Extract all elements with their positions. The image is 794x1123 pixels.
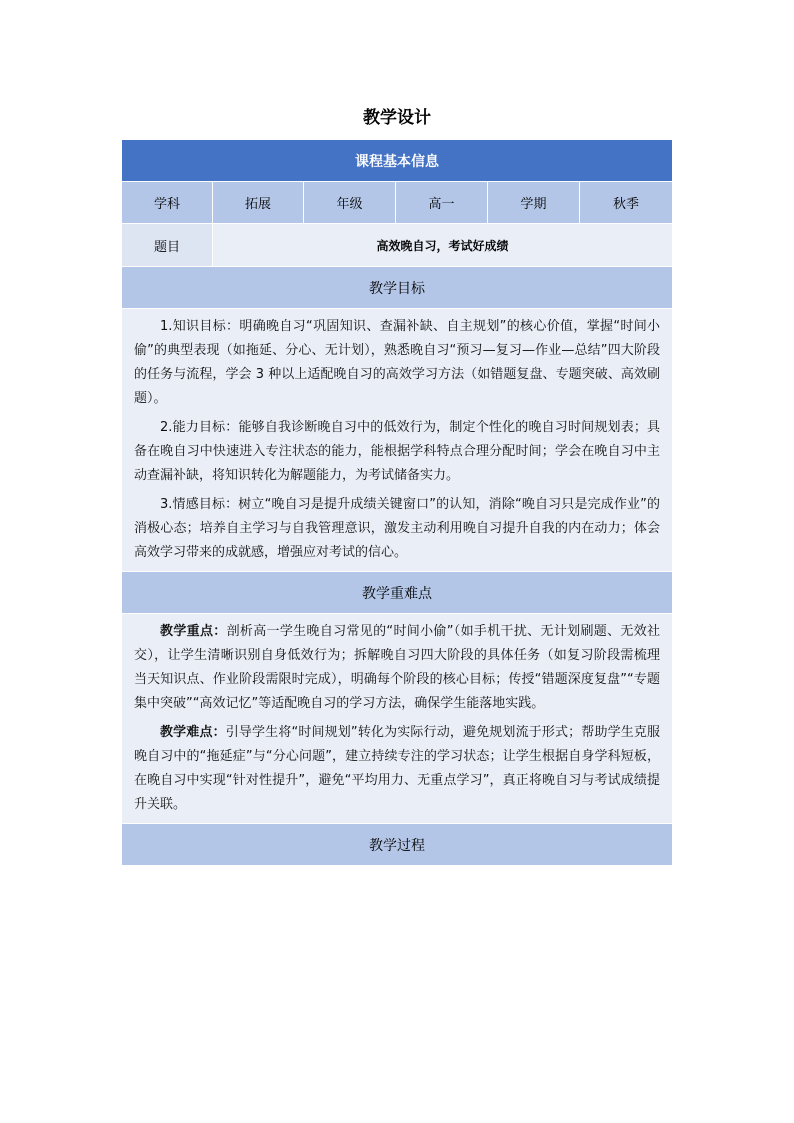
subject-value: 拓展 [213,182,304,224]
focus-label: 教学重点： [160,624,227,639]
topic-value: 高效晚自习，考试好成绩 [213,224,673,267]
objectives-title: 教学目标 [122,267,673,309]
difficulty-label: 教学难点： [160,725,226,740]
objectives-content [122,309,673,572]
document-title: 教学设计 [363,108,431,128]
term-value: 秋季 [580,182,673,224]
objective-ability: 2.能力目标：能够自我诊断晚自习中的低效行为，制定个性化的晚自习时间规划表；具备在晚自习中快速进入专注状态的能力，能根据学科特点合理分配时间；学会在晚自习中主动查漏补缺，将知识转化为解题能力，为考试储备实力。 [134,420,661,483]
term-label: 学期 [488,182,580,224]
objective-emotion: 3.情感目标：树立“晚自习是提升成绩关键窗口”的认知，消除“晚自习只是完成作业”的消极心态；培养自主学习与自我管理意识，激发主动利用晚自习提升自我的内在动力；体会高效学习带来的成就感，增强应对考试的信心。 [134,497,661,560]
course-info-header: 课程基本信息 [122,140,673,182]
process-title: 教学过程 [122,824,673,866]
key-points-content [122,614,673,824]
subject-label: 学科 [122,182,213,224]
grade-label: 年级 [304,182,396,224]
grade-value: 高一 [396,182,488,224]
course-info-row [122,182,673,224]
difficulty-text: 引导学生将“时间规划”转化为实际行动，避免规划流于形式；帮助学生克服晚自习中的“拖延症”与“分心问题”，建立持续专注的学习状态；让学生根据自身学科短板，在晚自习中实现“针对性提升”，避免“平均用力、无重点学习”，真正将晚自习与考试成绩提升关联。 [134,725,661,812]
key-points-title: 教学重难点 [122,572,673,614]
focus-text: 剖析高一学生晚自习常见的“时间小偷”（如手机干扰、无计划刷题、无效社交），让学生清晰识别自身低效行为；拆解晚自习四大阶段的具体任务（如复习阶段需梳理当天知识点、作业阶段需限时完成），明确每个阶段的核心目标；传授“错题深度复盘”“专题集中突破”“高效记忆”等适配晚自习的学习方法，确保学生能落地实践。 [134,624,661,711]
lesson-plan-table [121,139,672,866]
objective-knowledge: 1.知识目标：明确晚自习“巩固知识、查漏补缺、自主规划”的核心价值，掌握“时间小偷”的典型表现（如拖延、分心、无计划），熟悉晚自习“预习—复习—作业—总结”四大阶段的任务与流程，学会 3 种以上适配晚自习的高效学习方法（如错题复盘、专题突破、高效刷题）。 [134,319,661,406]
teaching-difficulty [134,721,660,817]
teaching-focus [134,620,660,716]
topic-label: 题目 [122,224,213,267]
